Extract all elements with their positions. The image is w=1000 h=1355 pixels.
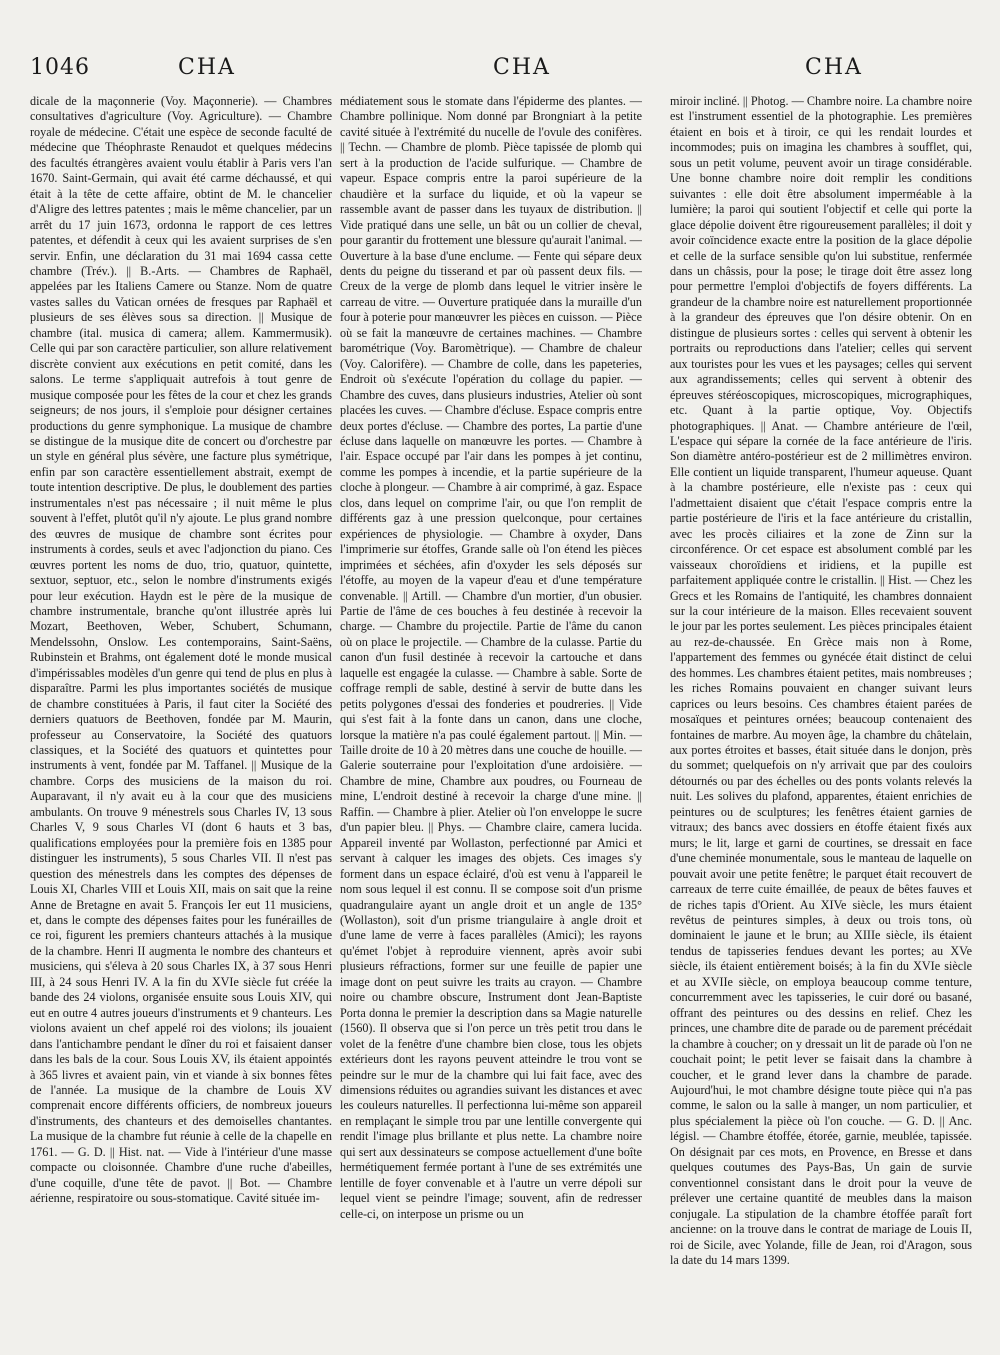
column-2-text: médiatement sous le stomate dans l'épiderme des plantes. — Chambre pollinique. Nom donné par Brongniart à la petite cavité située à l'extrémité du nucelle de l'ovule des conifères. || Techn. — Chambre de plomb. Pièce tapissée de plomb qui sert à la production de l'acide sulfurique. — Chambre de vapeur. Espace compris entre la paroi supérieure de la chaudière et la surface du liquide, et où la vapeur se rassemble avant de passer dans les tuyaux de distribution. || Vide pratiqué dans une selle, un bât ou un collier de cheval, pour garantir du frottement une blessure qu'aurait l'animal. — Ouverture à la base d'une enclume. — Fente qui sépare deux dents du peigne du tisserand et par où passent deux fils. — Creux de la verge de plomb dans lequel le vitrier insère le carreau de vitre. — Ouverture pratiquée dans la muraille d'un four à poterie pour manœuvrer les pièces en cuisson. — Pièce où se fait la manœuvre de certaines machines. — Chambre barométrique (Voy. Baromètrique). — Chambre de chaleur (Voy. Calorifère). — Chambre de colle, dans les papeteries, Endroit où s'exécute l'opération du collage du papier. — Chambre des cuves, dans plusieurs industries, Atelier où sont placées les cuves. — Chambre d'écluse. Espace compris entre deux portes d'écluse. — Chambre des portes, La partie d'une écluse dans laquelle on manœuvre les portes. — Chambre à l'air. Espace occupé par l'air dans les pompes à jet continu, comme les pompes à incendie, et la partie supérieure de la cloche à plongeur. — Chambre à air comprimé, à gaz. Espace clos, dans lequel on comprime l'air, ou que l'on remplit de différents gaz à une pression quelconque, pour certaines expériences de physiologie. — Chambre à oxyder, Dans l'imprimerie sur étoffes, Grande salle où l'on étend les pièces imprimées et séchées, afin d'oxyder les sels déposés sur l'étoffe, au moyen de la vapeur d'eau et d'une température convenable. || Artill. — Chambre d'un mortier, d'un obusier. Partie de l'âme de ces bouches à feu destinée à recevoir la charge. — Chambre du projectile. Partie de l'âme du canon où on place le projectile. — Chambre de la culasse. Partie du canon d'un fusil destinée à recevoir la cartouche et dans laquelle est engagée la culasse. — Chambre à sable. Sorte de coffrage rempli de sable, destiné à servir de butte dans les petits polygones d'essai des fonderies et poudreries. || Vide qui s'est fait à la fonte dans un canon, dans une cloche, lorsque la matière n'a pas coulé également partout. || Min. — Taille droite de 10 à 20 mètres dans une couche de houille. — Galerie souterraine pour l'exploitation d'une ardoisière. — Chambre de mine, Chambre aux poudres, ou Fourneau de mine, L'endroit destiné à recevoir la charge d'une mine. || Raffin. — Chambre à plier. Atelier où l'on enveloppe le sucre d'un papier bleu. || Phys. — Chambre claire, camera lucida. Appareil inventé par Wollaston, perfectionné par Amici et servant à calquer les images des objets. Ces images s'y forment dans un espace éclairé, d'où est venu à l'appareil le nom sous lequel il est connu. Il se compose soit d'un prisme quadrangulaire ayant un angle droit et un angle de 135° (Wollaston), soit d'un prisme triangulaire à angle droit et d'une lame de verre à faces parallèles (Amici); les rayons qu'émet l'objet à reproduire viennent, après avoir subi plusieurs réfractions, former sur une feuille de papier une image dont on peut suivre les traits au crayon. — Chambre noire ou chambre obscure, Instrument dont Jean-Baptiste Porta donna le premier la description dans sa Magie naturelle (1560). Il observa que si l'on perce un très petit trou dans le volet de la fenêtre d'une chambre bien close, tous les objets extérieurs dont les rayons peuvent atteindre le trou vont se peindre sur le mur de la chambre qui lui fait face, avec des dimensions réduites ou agrandies suivant les distances et avec les couleurs naturelles. Il perfectionna lui-même son appareil en remplaçant le simple trou par une lentille convergente qui rendit l'image plus brillante et plus nette. La chambre noire qui sert aux dessinateurs se compose actuellement d'une boîte hermétiquement fermée portant à l'une de ses extrémités une lentille de foyer convenable et à l'autre un verre dépoli sur lequel vient se peindre l'image; souvent, afin de redresser celle-ci, on interpose un prisme ou un [340, 94, 642, 1221]
running-head-center: CHA [493, 55, 551, 80]
text-column-3 [670, 94, 972, 1334]
column-1-text: dicale de la maçonnerie (Voy. Maçonnerie). — Chambres consultatives d'agriculture (Voy. Agriculture). — Chambre royale de médecine. C'était une espèce de seconde faculté de médecine que Théophraste Renaudot et quelques médecins des facultés étrangères avaient voulu établir à Paris vers l'an 1670. Saint-Germain, qui avait été carme déchaussé, et qui était à la tête de cette affaire, obtint de M. le chancelier d'Aligre des lettres patentes ; mais le même chancelier, par un arrêt du 17 juin 1673, ordonna le rapport de ces lettres patentes, et défendit à ceux qui les avaient surprises de s'en servir. Enfin, une déclaration du 31 mai 1694 cassa cette chambre (Trév.). || B.-Arts. — Chambres de Raphaël, appelées par les Italiens Camere ou Stanze. Nom de quatre vastes salles du Vatican ornées de fresques par Raphaël et plusieurs de ses élèves sous sa direction. || Musique de chambre (ital. musica di camera; allem. Kammermusik). Celle qui par son caractère particulier, son allure relativement discrète convient aux exécutions en petit comité, dans les salons. Le terme s'appliquait autrefois à tout genre de musique composée pour les fêtes de la cour et chez les grands seigneurs; de nos jours, il s'emploie pour désigner certaines productions du genre symphonique. La musique de chambre se distingue de la musique dite de concert ou d'orchestre par un style en général plus sévère, une facture plus symétrique, enfin par son caractère essentiellement abstrait, exempt de toute intention descriptive. De plus, le doublement des parties instrumentales n'est pas nécessaire ; il nuit même le plus souvent à l'effet, plutôt qu'il n'y ajoute. Le plus grand nombre des œuvres de musique de chambre sont écrites pour instruments à cordes, seuls et avec l'adjonction du piano. Ces œuvres portent les noms de duo, trio, quatuor, quintette, sextuor, septuor, etc., selon le nombre d'instruments exigés pour leur exécution. Haydn est le père de la musique de chambre instrumentale, branche qu'ont illustrée après lui Mozart, Beethoven, Weber, Schubert, Schumann, Mendelssohn, Onslow. Les contemporains, Saint-Saëns, Rubinstein et Brahms, ont également doté le monde musical d'impérissables modèles d'un genre qui tend de plus en plus à disparaître. Parmi les plus importantes sociétés de musique de chambre constituées à Paris, il faut citer la Société des derniers quatuors de Beethoven, fondée par M. Maurin, professeur au Conservatoire, la Société des quatuors classiques, et la Société des quatuors et quintettes pour instruments à vent, fondée par M. Taffanel. || Musique de la chambre. Corps des musiciens de la maison du roi. Auparavant, il n'y avait eu à la cour que des musiciens ambulants. On trouve 9 ménestrels sous Charles IV, 13 sous Charles V, 9 sous Charles VI (dont 6 hauts et 3 bas, qualifications employées pour la première fois en 1385 pour distinguer les instruments), 5 sous Charles VII. Il n'est pas question des ménestrels dans les comptes des dépenses de Louis XI, Charles VIII et Louis XII, mais on sait que la reine Anne de Bretagne en avait 5. François Ier eut 11 musiciens, et, dans le compte des dépenses faites pour les funérailles de ce roi, figurent les premiers chanteurs attachés à la musique de la chambre. Henri II augmenta le nombre des chanteurs et musiciens, qui s'éleva à 20 sous Charles IX, à 37 sous Henri III, à 24 sous Henri IV. A la fin du XVIe siècle fut créée la bande des 24 violons, organisée ensuite sous Louis XIV, qui eut en outre 4 autres joueurs d'instruments et 9 chanteurs. Les violons avaient un chef appelé roi des violons; ils jouaient dans l'antichambre pendant le dîner du roi et faisaient danser dans les bals de la cour. Sous Louis XV, ils étaient appointés à 365 livres et avaient pain, vin et viande à six bonnes fêtes de l'année. La musique de la chambre de Louis XV comprenait encore différents officiers, de nombreux joueurs d'instruments, des chanteurs et des demoiselles chantantes. La musique de la chambre fut réunie à celle de la chapelle en 1761. — G. D. || Hist. nat. — Vide à l'intérieur d'une masse compacte ou cloisonnée. Chambre d'une ruche d'abeilles, d'une coquille, d'une tête de pavot. || Bot. — Chambre aérienne, respiratoire ou sous-stomatique. Cavité située im- [30, 94, 332, 1206]
column-3-text: miroir incliné. || Photog. — Chambre noire. La chambre noire est l'instrument essentiel de la photographie. Les premières étaient en bois et à tiroir, ce qui les rendait lourdes et incommodes; puis on imagina les chambres à soufflet, qui, sous un petit volume, peuvent avoir un tirage considérable. Une bonne chambre noire doit remplir les conditions suivantes : elle doit être absolument imperméable à la lumière; la paroi qui soutient l'objectif et celle qui porte la glace dépolie doivent être rigoureusement parallèles; il doit y avoir coïncidence exacte entre la position de la glace dépolie et celle de la surface sensible qu'on lui substitue, renfermée dans un châssis, pour la pose; le tirage doit être assez long pour permettre l'emploi d'objectifs de foyers différents. La grandeur de la chambre noire est naturellement proportionnée à la grandeur des épreuves que l'on désire obtenir. On en distingue de plusieurs sortes : celles qui servent à obtenir les portraits ou reproductions dans l'atelier; celles qui servent aux touristes pour les vues et les paysages; celles qui servent aux agrandissements; celles qui servent à obtenir des épreuves stéréoscopiques, microscopiques, micrographiques, etc. Quant à la partie optique, Voy. Objectifs photographiques. || Anat. — Chambre antérieure de l'œil, L'espace qui sépare la cornée de la face antérieure de l'iris. Son diamètre antéro-postérieur est de 2 millimètres environ. Elle contient un liquide transparent, l'humeur aqueuse. Quant à la chambre postérieure, elle n'existe pas : ceux qui l'admettaient disaient que c'était l'espace compris entre la partie postérieure de l'iris et la face antérieure du cristallin, avec les procès ciliaires et la zone de Zinn sur la circonférence. Or cet espace est absolument comblé par les vaisseaux choroïdiens et iridiens, et la pupille est parfaitement appliquée contre le cristallin. || Hist. — Chez les Grecs et les Romains de l'antiquité, les chambres donnaient sur la cour intérieure de la maison. Elles recevaient souvent le jour par les portes seulement. Les pièces principales étaient au rez-de-chaussée. En Grèce mais non à Rome, l'appartement des femmes ou gynécée était distinct de celui des hommes. Les chambres étaient petites, mais nombreuses ; les riches Romains pouvaient en changer suivant leurs caprices ou leurs besoins. Ces chambres étaient parées de mosaïques et peintures ornées; beaucoup contenaient des fontaines de marbre. Au moyen âge, la chambre du châtelain, aux portes étroites et basses, était située dans le donjon, près du sommet; quelquefois on n'y arrivait que par des couloirs détournés ou par des échelles ou des ponts volants relevés la nuit. Les solives du plafond, apparentes, étaient enrichies de peintures ou de sculptures; les fenêtres étaient garnies de vitraux; des bancs avec dossiers en étoffe étaient fixés aux murs; le lit, large et garni de courtines, se dressait en face d'une cheminée monumentale, sous le manteau de laquelle on pouvait avoir une petite fenêtre; le parquet était recouvert de carreaux de terre cuite émaillée, de peaux de bêtes fauves et de riches tapis d'Orient. Au XIVe siècle, les murs étaient revêtus de peintures simples, à deux ou trois tons, où dominaient le jaune et le brun; au XIIIe siècle, ils étaient tendus de tapisseries fendues devant les portes; au XVe siècle, ils étaient entièrement boisés; à la fin du XVIe siècle et au XVIIe siècle, on employa beaucoup comme tenture, concurremment avec les tapisseries, le cuir doré ou basané, offrant des peintures ou des dessins en relief. Chez les princes, une chambre dite de parade ou de parement précédait la chambre à coucher; on y dressait un lit de parade où l'on ne couchait point; le petit lever se faisait dans la chambre à coucher, et le grand lever dans la chambre de parade. Aujourd'hui, le mot chambre désigne toute pièce qui n'a pas comme, le salon ou la salle à manger, un nom particulier, et plus spécialement la pièce où l'on couche. — G. D. || Anc. législ. — Chambre étoffée, étorée, garnie, meublée, tapissée. On désignait par ces mots, en Provence, en Bresse et dans quelques coutumes des Pays-Bas, Un gain de survie conventionnel consistant dans le droit pour la veuve de prélever une certaine quantité de meubles dans la maison conjugale. La stipulation de la chambre étoffée paraît fort ancienne: on la trouve dans le contrat de mariage de Louis II, roi de Sicile, avec Yolande, fille de Jean, roi d'Aragon, sous la date du 14 mars 1399. [670, 94, 972, 1267]
running-head-left: CHA [178, 55, 236, 80]
text-columns [30, 94, 972, 1334]
text-column-2 [340, 94, 642, 1334]
page-header [0, 55, 1000, 95]
text-column-1 [30, 94, 332, 1334]
running-head-right: CHA [805, 55, 863, 80]
page-number: 1046 [30, 55, 90, 80]
